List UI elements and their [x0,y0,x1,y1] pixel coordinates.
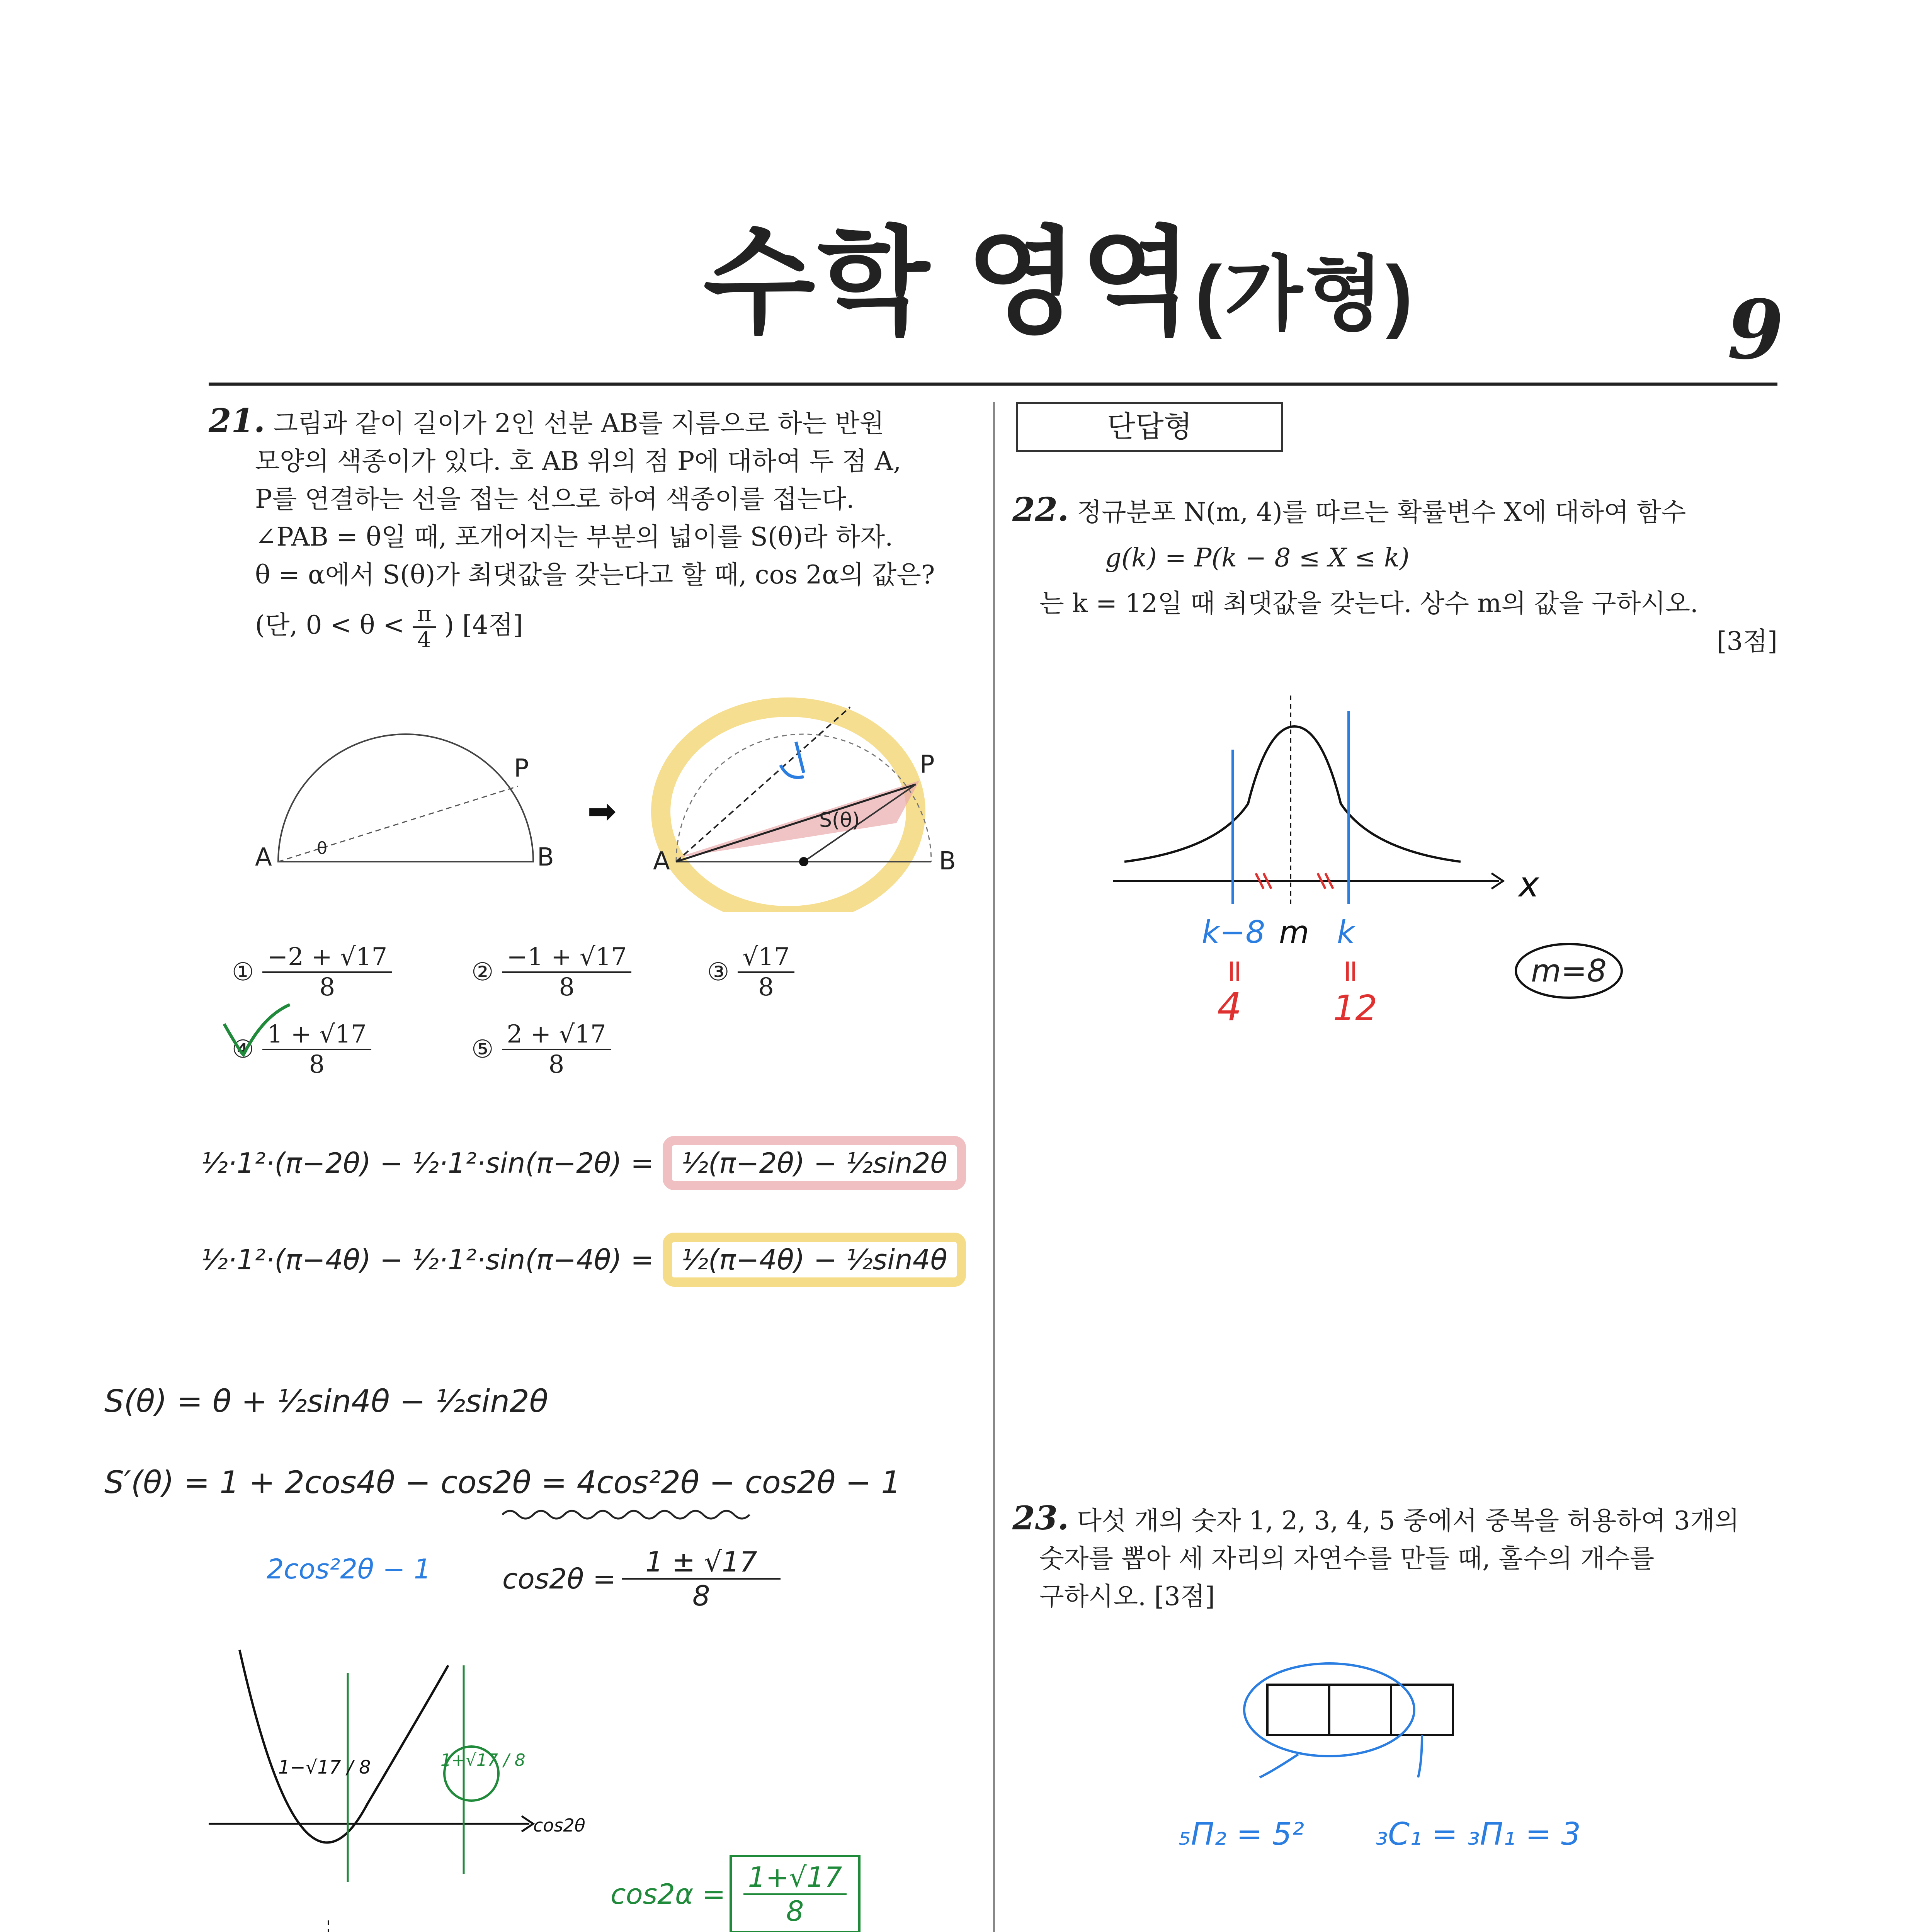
q21-line-3: P를 연결하는 선을 접는 선으로 하여 색종이를 접는다. [255,484,855,514]
choice-2[interactable]: ② $\frac{-1 + √17}{8}$ [471,943,631,1002]
q22-line-1: 22. 정규분포 N(m, 4)를 따르는 확률변수 X에 대하여 함수 [1012,490,1686,529]
eq-left: = [1218,958,1253,985]
eq-right: = [1333,958,1369,985]
parabola-curve [240,1650,448,1842]
choice-3[interactable]: ③ $\frac{√17}{8}$ [707,943,794,1002]
pi-over-4: $\frac{\pi}{4}$ [413,602,436,653]
q23-line-3: 구하시오. [3점] [1039,1582,1215,1611]
blue-note: 2cos²2θ − 1 [267,1553,431,1585]
question-22 [1012,491,1777,660]
q22-line-3: 는 k = 12일 때 최댓값을 갖는다. 상수 m의 값을 구하시오. [1039,588,1698,618]
q22-points: [3점] [1716,626,1777,656]
label-b-right: B [939,847,956,876]
cos-solution: cos2θ = $\frac{1 \pm √17}{8}$ [502,1546,781,1612]
q21-condition: (단, 0 < θ < $\frac{\pi}{4}$ ) [4점] [255,601,523,653]
semicircle-left [278,734,533,862]
label-a-right: A [653,847,670,876]
digit-box-3 [1391,1685,1453,1735]
question-23 [1012,1499,1777,1616]
blue-arrow-left [1260,1754,1298,1777]
choice-5[interactable]: ⑤ $\frac{2 + √17}{8}$ [471,1020,611,1079]
q21-work-line-1: ½·1²·(π−2θ) − ½·1²·sin(π−2θ) = ½(π−2θ) − ½sin2θ [201,1140,966,1186]
label-p-left: P [514,754,529,783]
comb-expression: ₃C₁ = ₃Π₁ = 3 [1376,1816,1581,1852]
q21-line-5: θ = α에서 S(θ)가 최댓값을 갖는다고 할 때, cos 2α의 값은? [255,560,935,590]
s-theta-graph [201,1905,587,1932]
perm-expression: ₅Π₂ = 5² [1179,1816,1304,1852]
q21-line-1: 21. 그림과 같이 길이가 2인 선분 AB를 지름으로 하는 반원 [209,401,884,440]
parabola-graph [201,1642,626,1913]
arrow-icon: ➡ [587,791,617,832]
answer-box: $\frac{1+√17}{8}$ [730,1855,861,1932]
q23-line-2: 숫자를 뽑아 세 자리의 자연수를 만들 때, 홀수의 개수를 [1039,1544,1655,1573]
s-theta-line: S(θ) = θ + ½sin4θ − ½sin2θ [104,1383,548,1419]
title-suffix: (가형) [1195,249,1415,340]
q23-line-1: 23. 다섯 개의 숫자 1, 2, 3, 4, 5 중에서 중복을 허용하여 3개의 [1012,1499,1740,1537]
digit-box-2 [1329,1685,1391,1735]
q21-line-4: ∠PAB = θ일 때, 포개어지는 부분의 넓이를 S(θ)라 하자. [255,522,893,552]
bell-curve [1124,726,1461,862]
normal-curve-sketch [1101,688,1642,1055]
question-21 [209,402,962,653]
center-dot [799,857,808,866]
header-rule [209,383,1777,386]
graph-axis-label: cos2θ [533,1815,585,1836]
s-prime-line: S′(θ) = 1 + 2cos4θ − cos2θ = 4cos²2θ − cos2θ − 1 [104,1464,901,1500]
chord-ap-left [278,786,518,862]
q21-work-line-2: ½·1²·(π−4θ) − ½·1²·sin(π−4θ) = ½(π−4θ) − ½sin4θ [201,1236,966,1283]
check-mark-icon [216,1001,294,1063]
q21-number: 21. [209,401,265,440]
label-p-right: P [920,750,935,779]
choice-4[interactable]: ④ $\frac{1 + √17}{8}$ [232,1020,371,1079]
pink-box: ½(π−2θ) − ½sin2θ [663,1136,966,1190]
q23-number: 23. [1012,1499,1069,1537]
q21-line-2: 모양의 색종이가 있다. 호 AB 위의 점 P에 대하여 두 점 A, [255,446,901,476]
q21-figure [232,696,989,912]
digit-box-1 [1267,1685,1329,1735]
digit-boxes-sketch [1236,1654,1507,1781]
label-s-theta: S(θ) [819,809,860,832]
choice-1[interactable]: ① $\frac{-2 + √17}{8}$ [232,943,392,1002]
k-label: k [1337,914,1355,950]
pink-highlight-segment [676,781,920,858]
short-answer-label: 단답형 [1016,402,1283,452]
blue-arrow-right [1418,1735,1422,1777]
q22-answer: m=8 [1515,943,1623,999]
value-12: 12 [1333,988,1378,1029]
value-4: 4 [1217,984,1242,1029]
m-label: m [1279,914,1309,950]
header-page-number: 9 [1727,282,1784,378]
cos-alpha-answer: cos2α = $\frac{1+√17}{8}$ [611,1855,861,1932]
label-b-left: B [537,843,554,872]
root-2-label: 1+√17 / 8 [440,1750,526,1770]
title-main: 수학 영역 [703,217,1195,347]
q22-formula: g(k) = P(k − 8 ≤ X ≤ k) [1105,543,1410,573]
column-divider [993,402,995,1932]
wavy-underline [502,1507,757,1522]
label-theta-left: θ [317,838,327,858]
yellow-box: ½(π−4θ) − ½sin4θ [663,1233,966,1287]
q22-number: 22. [1012,490,1069,529]
k8-label: k−8 [1202,914,1265,950]
root-1-label: 1−√17 / 8 [278,1757,371,1778]
label-a-left: A [255,843,272,872]
page-title [703,216,1415,360]
x-axis-22-label: x [1519,864,1539,905]
